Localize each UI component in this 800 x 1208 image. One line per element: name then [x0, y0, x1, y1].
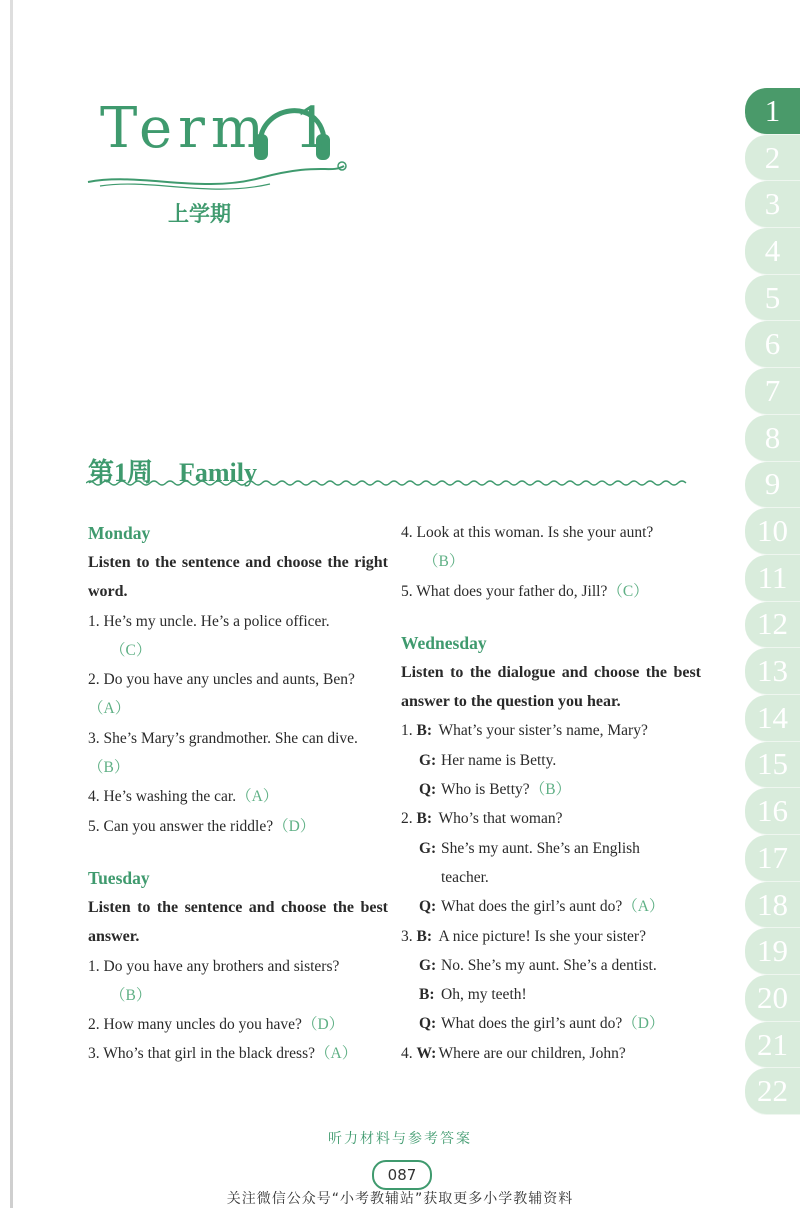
answer: （A） [622, 898, 665, 916]
day-heading-wednesday: Wednesday [401, 632, 487, 653]
answer: （A） [315, 1045, 358, 1063]
dialogue-question: Q: What does the girl’s aunt do?（D） [401, 1009, 701, 1038]
speaker-label: G: [419, 956, 437, 974]
list-item: 5. Can you answer the riddle?（D） [88, 817, 316, 835]
list-item: 1. Do you have any brothers and sisters? （B） [88, 957, 340, 1004]
list-item: 3. She’s Mary’s grandmother. She can dive.（B） [88, 729, 358, 777]
tab-4[interactable]: 4 [745, 228, 800, 275]
tab-16[interactable]: 16 [745, 788, 800, 835]
tab-7[interactable]: 7 [745, 368, 800, 415]
answer: （B） [88, 759, 130, 777]
answer: （B） [423, 553, 465, 571]
week-title: 第1周 Family [88, 458, 257, 487]
answer: （B） [529, 781, 572, 799]
page-spine [10, 0, 13, 1208]
tab-3[interactable]: 3 [745, 181, 800, 228]
list-item: 5. What does your father do, Jill?（C） [401, 582, 649, 600]
dialogue-line: B: Oh, my teeth! [401, 980, 701, 1009]
list-item: 2. How many uncles do you have?（D） [88, 1016, 345, 1034]
tab-17[interactable]: 17 [745, 835, 800, 882]
tab-8[interactable]: 8 [745, 415, 800, 462]
speaker-label: Q: [419, 898, 437, 916]
tab-5[interactable]: 5 [745, 275, 800, 322]
speaker-label: G: [419, 839, 437, 857]
tab-20[interactable]: 20 [745, 975, 800, 1022]
answer: （C） [110, 641, 152, 659]
list-item: 2. Do you have any uncles and aunts, Ben?（A） [88, 671, 355, 718]
unit-tabs [745, 88, 800, 1115]
answer: （D） [301, 1016, 345, 1034]
left-column [88, 518, 388, 1069]
speaker-label: B: [416, 722, 432, 740]
tab-2[interactable]: 2 [745, 135, 800, 182]
dialogue-1: 1. B: What’s your sister’s name, Mary? [401, 716, 701, 745]
speaker-label: B: [416, 927, 432, 945]
answer: （B） [110, 986, 152, 1004]
answer: （D） [622, 1015, 665, 1033]
dialogue-line: G: She’s my aunt. She’s an English teacher. [401, 834, 701, 893]
speaker-label: W: [416, 1044, 437, 1062]
tab-13[interactable]: 13 [745, 648, 800, 695]
dialogue-2: 2. B: Who’s that woman? [401, 804, 701, 833]
dialogue-line: G: No. She’s my aunt. She’s a dentist. [401, 951, 701, 980]
tab-15[interactable]: 15 [745, 742, 800, 789]
footer-section-title: 听力材料与参考答案 [328, 1131, 472, 1147]
term-subtitle: 上学期 [168, 202, 231, 226]
instruction-wednesday: Listen to the dialogue and choose the best answer to the question you hear. [401, 663, 701, 711]
list-item: 3. Who’s that girl in the black dress?（A） [88, 1045, 358, 1063]
speaker-label: Q: [419, 781, 437, 799]
wavy-divider [86, 478, 691, 488]
answer: （D） [273, 817, 316, 835]
speaker-label: B: [419, 986, 435, 1004]
tab-14[interactable]: 14 [745, 695, 800, 742]
tab-10[interactable]: 10 [745, 508, 800, 555]
speaker-label: Q: [419, 1015, 437, 1033]
day-heading-tuesday: Tuesday [88, 867, 150, 888]
tab-1[interactable]: 1 [745, 88, 800, 135]
dialogue-4: 4. W: Where are our children, John? [401, 1039, 701, 1068]
instruction-monday: Listen to the sentence and choose the right word. [88, 554, 388, 601]
list-item: 4. Look at this woman. Is she your aunt? （B） [401, 524, 654, 571]
page-number: 087 [372, 1160, 432, 1190]
dialogue-3: 3. B: A nice picture! Is she your sister? [401, 922, 701, 951]
tab-22[interactable]: 22 [745, 1068, 800, 1115]
footer-notice: 关注微信公众号“小考教辅站”获取更多小学教辅资料 [226, 1191, 574, 1207]
tab-19[interactable]: 19 [745, 928, 800, 975]
dialogue-question: Q: Who is Betty?（B） [401, 775, 701, 804]
list-item: 1. He’s my uncle. He’s a police officer. （C） [88, 612, 330, 659]
tab-11[interactable]: 11 [745, 555, 800, 602]
dialogue-question: Q: What does the girl’s aunt do?（A） [401, 892, 701, 921]
answer: （A） [236, 788, 279, 806]
answer: （A） [88, 700, 131, 718]
list-item: 4. He’s washing the car.（A） [88, 788, 279, 806]
term-title: Term 1 [100, 96, 336, 161]
tab-6[interactable]: 6 [745, 321, 800, 368]
tab-9[interactable]: 9 [745, 462, 800, 509]
tab-21[interactable]: 21 [745, 1022, 800, 1069]
tab-18[interactable]: 18 [745, 882, 800, 929]
tab-12[interactable]: 12 [745, 602, 800, 649]
speaker-label: B: [416, 810, 432, 828]
instruction-tuesday: Listen to the sentence and choose the best answer. [88, 898, 388, 946]
dialogue-line: G: Her name is Betty. [401, 746, 701, 775]
answer: （C） [607, 582, 649, 600]
right-column [401, 518, 701, 1068]
speaker-label: G: [419, 751, 437, 769]
day-heading-monday: Monday [88, 523, 151, 543]
